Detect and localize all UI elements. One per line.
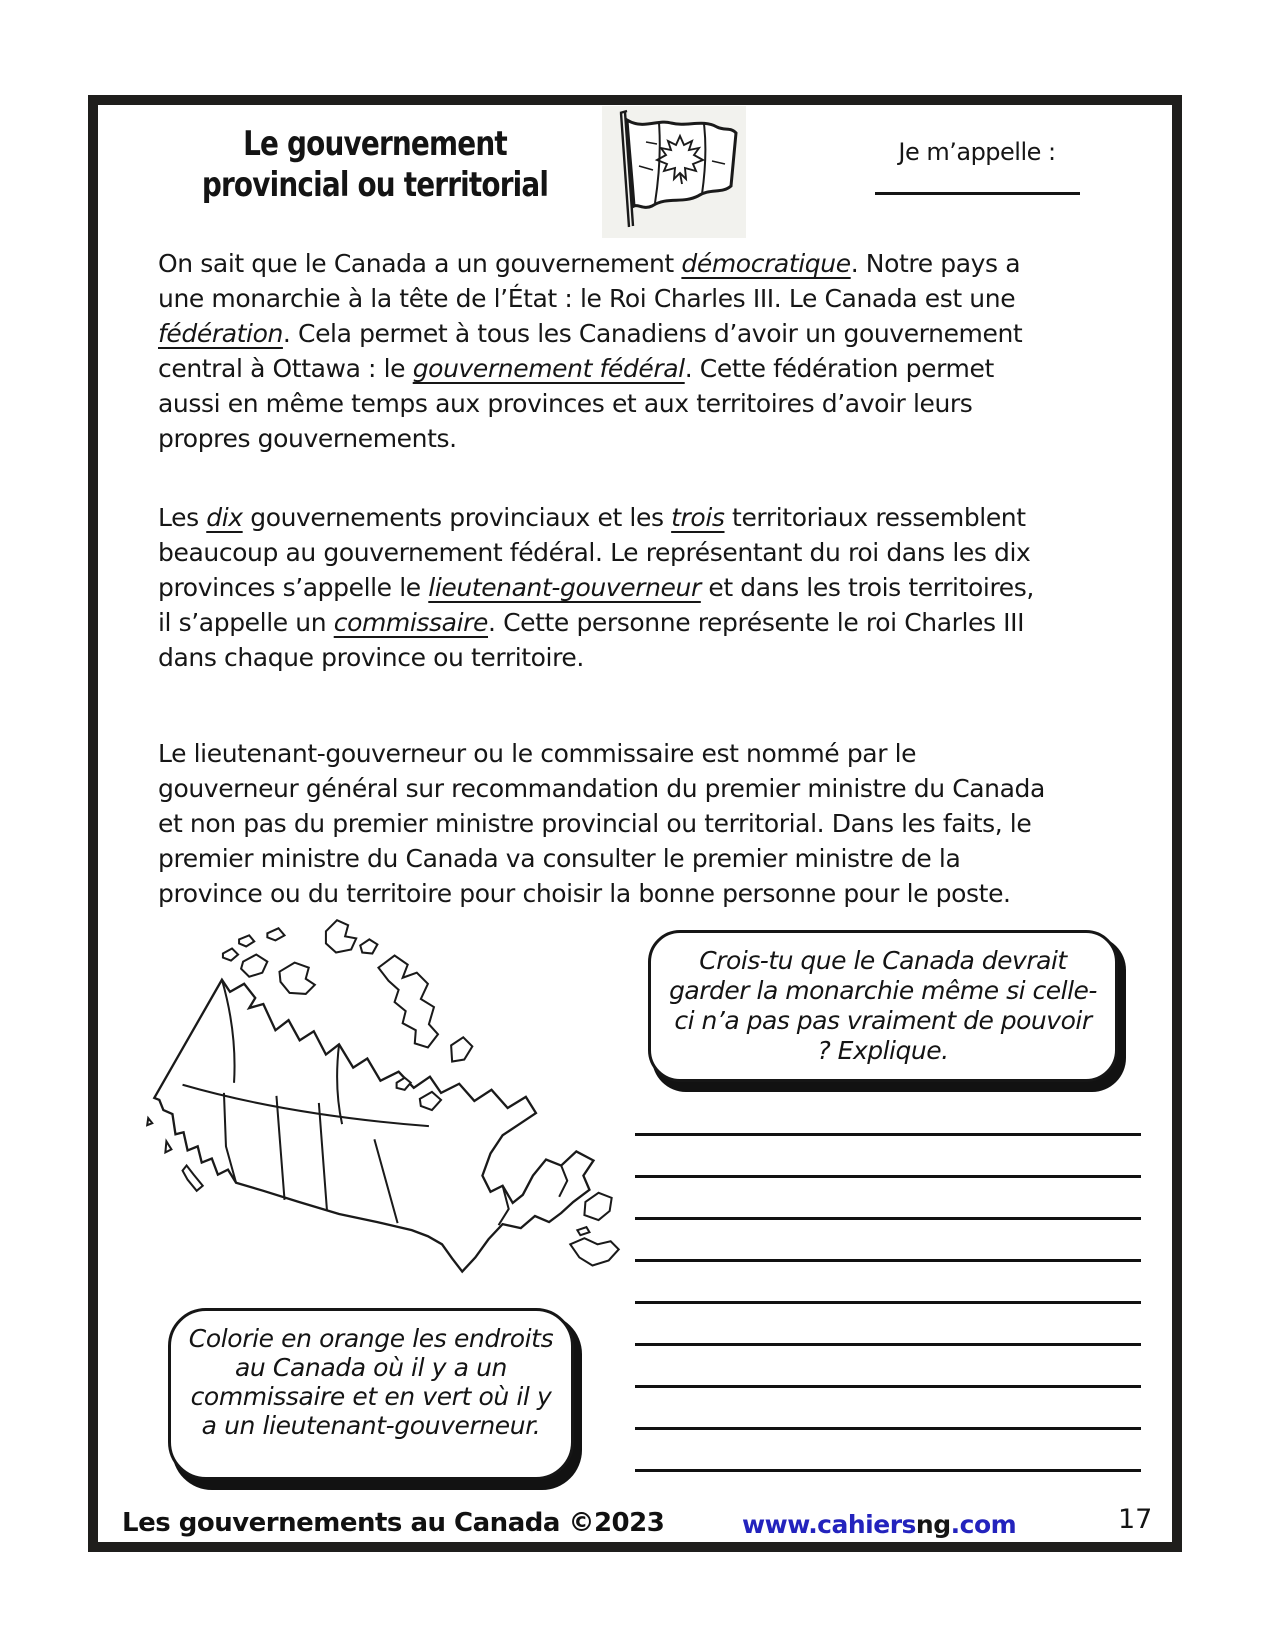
instruction-bubble (168, 1308, 574, 1480)
paragraph-text: Les (158, 503, 207, 532)
question-bubble (648, 930, 1118, 1082)
answer-line[interactable] (635, 1136, 1141, 1178)
paragraph-text: . Notre pays a une monarchie à la tête de l’État : le Roi Charles III. Le Canada est une (158, 249, 1021, 313)
page-number: 17 (1118, 1504, 1153, 1535)
paragraph-text: Le lieutenant-gouverneur ou le commissaire est nommé par le gouverneur général sur recommandation du premier ministre du Canada et non pas du premier ministre provincial ou territorial. Dans les faits, le premier ministre du Canada va consulter le premier ministre de la province ou du territoire pour choisir la bonne personne pour le poste. (158, 739, 1045, 908)
canada-flag-icon (600, 104, 748, 240)
key-term: dix (206, 503, 243, 532)
paragraph-provinces (158, 500, 1046, 675)
page-title (182, 124, 567, 206)
footer-url-link[interactable] (742, 1510, 1016, 1539)
paragraph-nomination (158, 736, 1046, 911)
answer-line[interactable] (635, 1388, 1141, 1430)
footer-url-mid: ng (915, 1510, 951, 1539)
answer-line[interactable] (635, 1346, 1141, 1388)
paragraph-text: territoriaux ressemblent beaucoup au gouvernement fédéral. Le représentant du roi dans les dix provinces s’appelle le (158, 503, 1031, 602)
paragraph-text: . Cela permet à tous les Canadiens d’avoir un gouvernement central à Ottawa : le (158, 319, 1023, 383)
name-label: Je m’appelle : (898, 138, 1056, 166)
footer-copyright: Les gouvernements au Canada ©2023 (122, 1508, 665, 1538)
name-blank-line[interactable] (875, 192, 1080, 195)
answer-line[interactable] (635, 1262, 1141, 1304)
paragraph-text: On sait que le Canada a un gouvernement (158, 249, 682, 278)
answer-line[interactable] (635, 1220, 1141, 1262)
instruction-bubble-text: Colorie en orange les endroits au Canada où il y a un commissaire et en vert où il y a un lieutenant-gouverneur. (188, 1324, 554, 1440)
key-term: trois (671, 503, 725, 532)
footer-url-prefix: www.cahiers (742, 1510, 916, 1539)
paragraph-text: . Cette fédération permet aussi en même temps aux provinces et aux territoires d’avoir leurs propres gouvernements. (158, 354, 994, 453)
paragraph-text: et dans les trois territoires, il s’appelle un (158, 573, 1034, 637)
key-term: commissaire (333, 608, 488, 637)
footer-url-suffix: .com (950, 1510, 1017, 1539)
answer-lines-area (635, 1094, 1141, 1472)
answer-line[interactable] (635, 1094, 1141, 1136)
paragraph-text: . Cette personne représente le roi Charles III dans chaque province ou territoire. (158, 608, 1025, 672)
answer-line[interactable] (635, 1430, 1141, 1472)
key-term: démocratique (681, 249, 851, 278)
answer-line[interactable] (635, 1304, 1141, 1346)
answer-line[interactable] (635, 1178, 1141, 1220)
paragraph-text: gouvernements provinciaux et les (242, 503, 672, 532)
page-title-line1: Le gouvernement (243, 124, 507, 164)
name-block (862, 138, 1092, 195)
question-bubble-text: Crois-tu que le Canada devrait garder la monarchie même si celle-ci n’a pas pas vraiment de pouvoir ? Explique. (669, 946, 1097, 1065)
page-title-line2: provincial ou territorial (201, 165, 549, 205)
canada-map[interactable] (126, 910, 646, 1306)
key-term: gouvernement fédéral (412, 354, 685, 383)
paragraph-intro (158, 246, 1046, 456)
key-term: fédération (158, 319, 283, 348)
key-term: lieutenant-gouverneur (428, 573, 701, 602)
